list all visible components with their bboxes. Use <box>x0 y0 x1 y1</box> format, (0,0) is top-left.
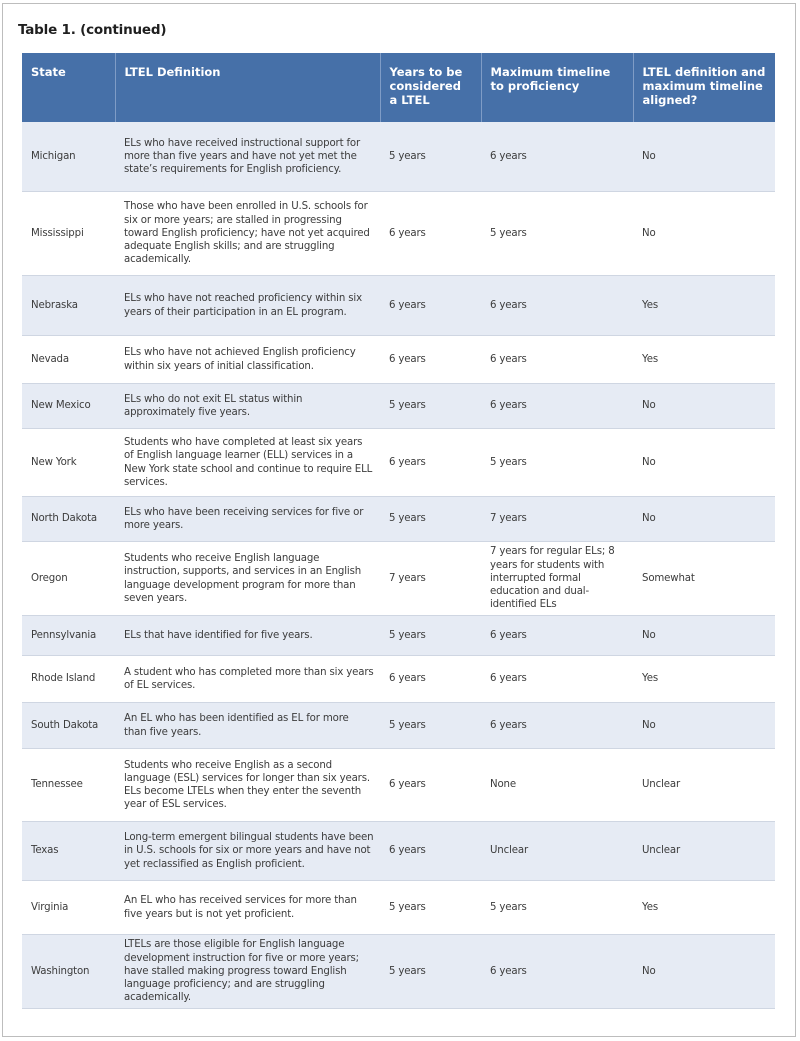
table-row <box>22 616 775 656</box>
state-cell: Mississippi <box>22 192 115 276</box>
state-cell: Oregon <box>22 542 115 616</box>
max-timeline-cell: 6 years <box>481 656 633 703</box>
years-cell: 5 years <box>380 497 481 542</box>
table-caption: Table 1. (continued) <box>18 22 167 38</box>
years-cell: 5 years <box>380 384 481 429</box>
state-cell: New York <box>22 429 115 497</box>
aligned-cell: Yes <box>633 276 775 336</box>
aligned-cell: No <box>633 703 775 749</box>
table-row <box>22 542 775 616</box>
definition-cell: An EL who has received services for more than five years but is not yet proficient. <box>115 881 380 935</box>
state-cell: Nevada <box>22 336 115 384</box>
max-timeline-cell: Unclear <box>481 822 633 881</box>
max-timeline-cell: 5 years <box>481 881 633 935</box>
ltel-table <box>22 53 775 1009</box>
definition-cell: Students who have completed at least six years of English language learner (ELL) services in a New York state school and continue to require ELL services. <box>115 429 380 497</box>
aligned-cell: No <box>633 935 775 1009</box>
max-timeline-cell: 5 years <box>481 429 633 497</box>
max-timeline-cell: 6 years <box>481 122 633 192</box>
definition-cell: ELs who have been receiving services for five or more years. <box>115 497 380 542</box>
definition-cell: A student who has completed more than six years of EL services. <box>115 656 380 703</box>
state-cell: Rhode Island <box>22 656 115 703</box>
table-row <box>22 749 775 822</box>
aligned-cell: No <box>633 429 775 497</box>
years-cell: 7 years <box>380 542 481 616</box>
state-cell: Virginia <box>22 881 115 935</box>
definition-cell: ELs who do not exit EL status within approximately five years. <box>115 384 380 429</box>
definition-cell: ELs that have identified for five years. <box>115 616 380 656</box>
years-cell: 6 years <box>380 192 481 276</box>
definition-cell: ELs who have not reached proficiency within six years of their participation in an EL program. <box>115 276 380 336</box>
years-cell: 5 years <box>380 703 481 749</box>
years-cell: 6 years <box>380 276 481 336</box>
definition-cell: LTELs are those eligible for English language development instruction for five or more years; have stalled making progress toward English language proficiency; and are struggling academically. <box>115 935 380 1009</box>
definition-cell: Students who receive English as a second language (ESL) services for longer than six years. ELs become LTELs when they enter the seventh year of ESL services. <box>115 749 380 822</box>
table-row <box>22 192 775 276</box>
state-cell: South Dakota <box>22 703 115 749</box>
table-row <box>22 384 775 429</box>
table-row <box>22 429 775 497</box>
state-cell: Washington <box>22 935 115 1009</box>
years-cell: 6 years <box>380 336 481 384</box>
table-row <box>22 656 775 703</box>
table-row <box>22 276 775 336</box>
years-cell: 5 years <box>380 881 481 935</box>
years-cell: 5 years <box>380 122 481 192</box>
aligned-cell: No <box>633 122 775 192</box>
definition-cell: ELs who have not achieved English proficiency within six years of initial classification. <box>115 336 380 384</box>
state-cell: Texas <box>22 822 115 881</box>
aligned-cell: Yes <box>633 881 775 935</box>
aligned-cell: No <box>633 192 775 276</box>
years-cell: 5 years <box>380 935 481 1009</box>
years-cell: 6 years <box>380 822 481 881</box>
aligned-cell: Unclear <box>633 749 775 822</box>
max-timeline-cell: 6 years <box>481 935 633 1009</box>
aligned-cell: Yes <box>633 336 775 384</box>
max-timeline-cell: 7 years for regular ELs; 8 years for students with interrupted formal education and dual-identified ELs <box>481 542 633 616</box>
aligned-cell: No <box>633 384 775 429</box>
state-cell: Nebraska <box>22 276 115 336</box>
table-row <box>22 336 775 384</box>
definition-cell: Those who have been enrolled in U.S. schools for six or more years; are stalled in progressing toward English proficiency; have not yet acquired adequate English skills; and are struggling academically. <box>115 192 380 276</box>
table-row <box>22 703 775 749</box>
header-row <box>22 53 775 122</box>
header-years: Years to be considered a LTEL <box>380 53 481 122</box>
aligned-cell: Yes <box>633 656 775 703</box>
state-cell: Michigan <box>22 122 115 192</box>
aligned-cell: Somewhat <box>633 542 775 616</box>
table-row <box>22 935 775 1009</box>
state-cell: Tennessee <box>22 749 115 822</box>
header-definition: LTEL Definition <box>115 53 380 122</box>
definition-cell: Long-term emergent bilingual students have been in U.S. schools for six or more years and have not yet reclassified as English proficient. <box>115 822 380 881</box>
definition-cell: Students who receive English language instruction, supports, and services in an English language development program for more than seven years. <box>115 542 380 616</box>
table-row <box>22 881 775 935</box>
state-cell: Pennsylvania <box>22 616 115 656</box>
header-state: State <box>22 53 115 122</box>
years-cell: 6 years <box>380 429 481 497</box>
table-row <box>22 822 775 881</box>
header-max-timeline: Maximum timeline to proficiency <box>481 53 633 122</box>
aligned-cell: No <box>633 497 775 542</box>
max-timeline-cell: 6 years <box>481 336 633 384</box>
aligned-cell: Unclear <box>633 822 775 881</box>
max-timeline-cell: 5 years <box>481 192 633 276</box>
definition-cell: An EL who has been identified as EL for more than five years. <box>115 703 380 749</box>
aligned-cell: No <box>633 616 775 656</box>
max-timeline-cell: 7 years <box>481 497 633 542</box>
max-timeline-cell: 6 years <box>481 384 633 429</box>
definition-cell: ELs who have received instructional support for more than five years and have not yet met the state’s requirements for English proficiency. <box>115 122 380 192</box>
years-cell: 5 years <box>380 616 481 656</box>
table-row <box>22 122 775 192</box>
max-timeline-cell: 6 years <box>481 616 633 656</box>
state-cell: New Mexico <box>22 384 115 429</box>
max-timeline-cell: None <box>481 749 633 822</box>
header-aligned: LTEL definition and maximum timeline aligned? <box>633 53 775 122</box>
years-cell: 6 years <box>380 656 481 703</box>
max-timeline-cell: 6 years <box>481 703 633 749</box>
max-timeline-cell: 6 years <box>481 276 633 336</box>
table-row <box>22 497 775 542</box>
years-cell: 6 years <box>380 749 481 822</box>
state-cell: North Dakota <box>22 497 115 542</box>
